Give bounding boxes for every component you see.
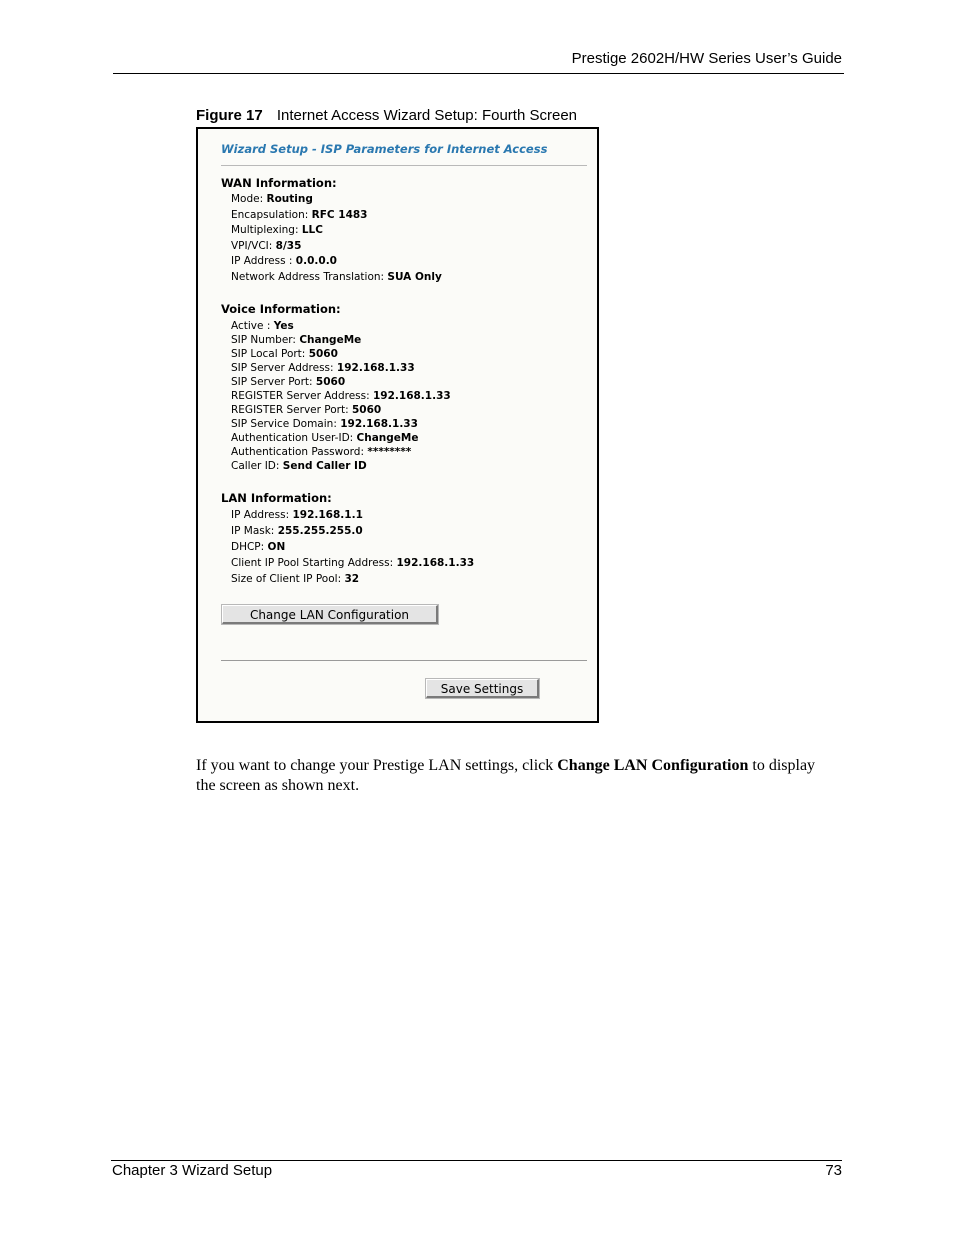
- body-text-after: to display the screen as shown next.: [196, 757, 816, 794]
- field-row: [231, 417, 451, 431]
- field-label: Multiplexing:: [231, 224, 302, 237]
- field-value: 0.0.0.0: [295, 255, 337, 268]
- field-row: [231, 239, 442, 255]
- lan-heading: LAN Information:: [221, 491, 332, 505]
- field-value: 255.255.255.0: [277, 525, 363, 537]
- field-value: ChangeMe: [299, 334, 362, 346]
- field-label: Client IP Pool Starting Address:: [231, 557, 397, 569]
- field-row: [231, 459, 451, 473]
- wizard-title-divider: [221, 165, 587, 166]
- field-label: Authentication User-ID:: [231, 432, 357, 444]
- field-value: 192.168.1.33: [336, 362, 415, 374]
- field-row: [231, 445, 451, 459]
- field-row: [231, 270, 442, 286]
- field-value: 192.168.1.33: [372, 390, 451, 402]
- page-header: Prestige 2602H/HW Series User’s Guide: [571, 50, 842, 67]
- field-label: DHCP:: [231, 541, 268, 553]
- voice-field-list: [231, 319, 451, 473]
- field-value: 192.168.1.33: [340, 418, 418, 430]
- field-row: [231, 192, 442, 208]
- field-label: REGISTER Server Address:: [231, 390, 373, 402]
- field-label: Authentication Password:: [231, 446, 368, 458]
- field-label: REGISTER Server Port:: [231, 404, 352, 416]
- field-value: RFC 1483: [311, 208, 368, 221]
- field-row: [231, 319, 451, 333]
- field-row: [231, 208, 442, 224]
- field-row: [231, 333, 451, 347]
- field-value: 5060: [308, 348, 338, 360]
- field-value: Routing: [266, 193, 313, 205]
- wizard-screenshot: [196, 127, 599, 723]
- lan-field-list: [231, 507, 474, 587]
- field-row: [231, 223, 442, 239]
- field-row: [231, 571, 474, 587]
- field-label: IP Mask:: [231, 525, 278, 537]
- figure-label: Figure 17: [196, 107, 263, 124]
- wizard-bottom-divider: [221, 660, 587, 661]
- field-row: [231, 389, 451, 403]
- change-lan-configuration-button[interactable]: Change LAN Configuration: [222, 605, 438, 624]
- field-value: Yes: [273, 320, 294, 332]
- field-row: [231, 375, 451, 389]
- body-text-bold: Change LAN Configuration: [557, 757, 749, 774]
- field-label: VPI/VCI:: [231, 239, 276, 252]
- field-label: Active :: [231, 320, 274, 332]
- field-label: IP Address :: [231, 255, 296, 268]
- field-row: [231, 555, 474, 571]
- footer-chapter: Chapter 3 Wizard Setup: [112, 1162, 273, 1179]
- footer-page-number: 73: [825, 1162, 842, 1179]
- field-label: SIP Service Domain:: [231, 418, 341, 430]
- body-paragraph: [196, 756, 836, 796]
- field-label: Network Address Translation:: [231, 270, 388, 283]
- field-value: ON: [267, 541, 286, 553]
- field-row: [231, 431, 451, 445]
- wan-heading: WAN Information:: [221, 176, 337, 190]
- field-value: Send Caller ID: [282, 460, 367, 472]
- figure-title: Internet Access Wizard Setup: Fourth Screen: [276, 107, 577, 124]
- field-value: 32: [344, 573, 360, 585]
- field-label: SIP Local Port:: [231, 348, 309, 360]
- field-value: LLC: [301, 224, 323, 237]
- field-value: ********: [367, 446, 412, 458]
- field-row: [231, 361, 451, 375]
- field-label: Caller ID:: [231, 460, 283, 472]
- field-row: [231, 507, 474, 523]
- field-value: SUA Only: [387, 270, 442, 283]
- field-label: Encapsulation:: [231, 208, 312, 221]
- field-label: SIP Number:: [231, 334, 300, 346]
- header-divider: [113, 73, 844, 74]
- field-value: ChangeMe: [356, 432, 419, 444]
- field-label: Size of Client IP Pool:: [231, 573, 345, 585]
- field-value: 5060: [315, 376, 346, 388]
- field-label: IP Address:: [231, 509, 293, 521]
- field-row: [231, 523, 474, 539]
- field-label: Mode:: [231, 193, 267, 205]
- field-row: [231, 347, 451, 361]
- field-value: 192.168.1.1: [292, 509, 363, 521]
- field-value: 192.168.1.33: [396, 557, 475, 569]
- voice-heading: Voice Information:: [221, 302, 341, 316]
- body-text-before: If you want to change your Prestige LAN settings, click: [196, 757, 558, 774]
- field-row: [231, 403, 451, 417]
- field-label: SIP Server Port:: [231, 376, 316, 388]
- footer-divider: [111, 1160, 842, 1161]
- wan-field-list: [231, 192, 442, 286]
- save-settings-button[interactable]: Save Settings: [426, 679, 539, 698]
- field-value: 8/35: [275, 239, 302, 252]
- field-value: 5060: [351, 404, 382, 416]
- field-row: [231, 539, 474, 555]
- figure-caption: [196, 107, 577, 124]
- field-row: [231, 254, 442, 270]
- field-label: SIP Server Address:: [231, 362, 337, 374]
- wizard-title: Wizard Setup - ISP Parameters for Internet Access: [221, 142, 548, 156]
